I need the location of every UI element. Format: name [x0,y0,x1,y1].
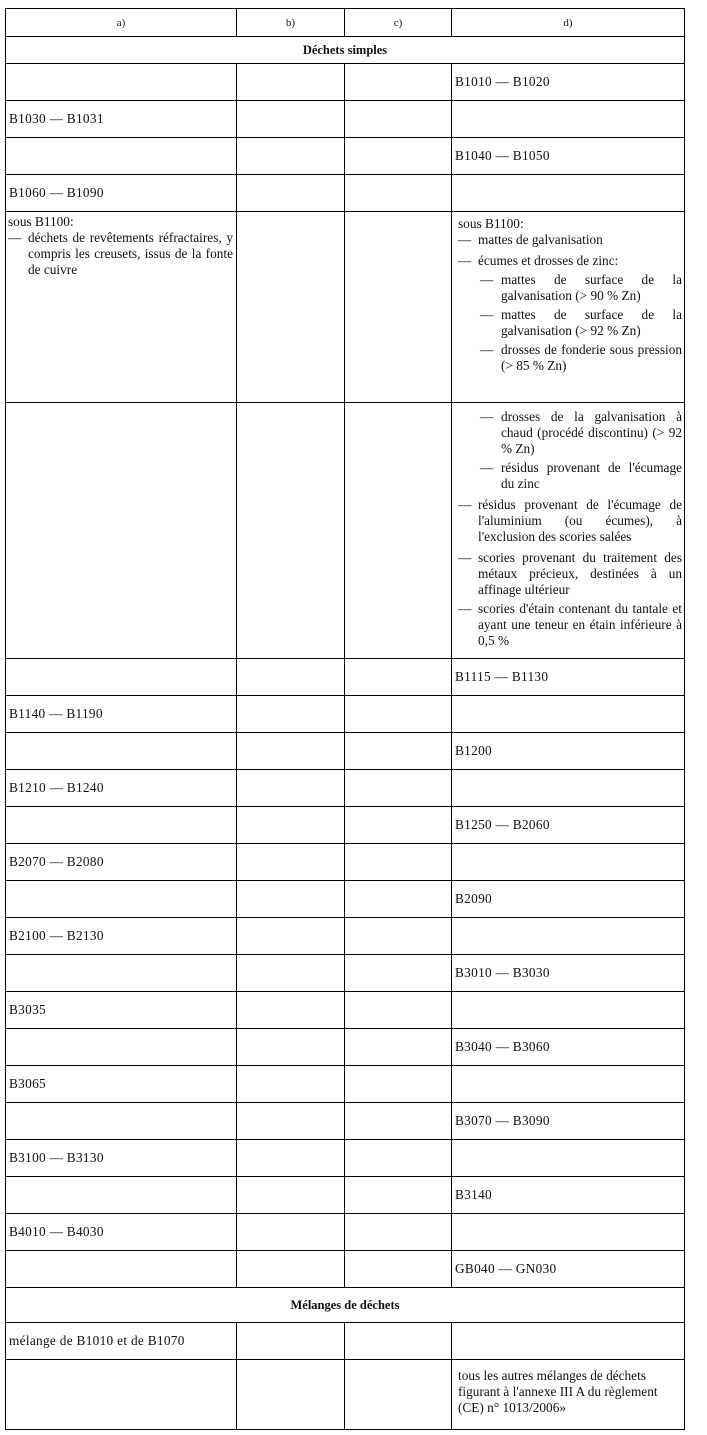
cell-d: B3070 — B3090 [455,1113,550,1128]
b1100-a-item: — déchets de revêtements réfractaires, y compris les creusets, issus de la fonte de cuivre [8,230,233,278]
table-row [6,881,685,918]
table-row [6,659,685,696]
table-row [6,1251,685,1288]
table-row [6,696,685,733]
table-row [6,64,685,101]
cell-a: B1030 — B1031 [9,111,104,126]
table-row [6,1177,685,1214]
b1100-d-item: — scories provenant du traitement des métaux précieux, destinées à un affinage ultérieur [458,550,682,598]
cell-d: B3010 — B3030 [455,965,550,980]
col-header-c: c) [345,9,452,37]
cell-a: B1210 — B1240 [9,780,104,795]
table-row [6,138,685,175]
cell-a: B2070 — B2080 [9,854,104,869]
cell-d: B3040 — B3060 [455,1039,550,1054]
b1100-d-subitem: — mattes de surface de la galvanisation (> 92 % Zn) [458,307,682,339]
table-row [6,1323,685,1360]
cell-d: GB040 — GN030 [455,1261,557,1276]
table-row [6,807,685,844]
cell-a: B4010 — B4030 [9,1224,104,1239]
cell-d: B1200 [455,743,492,758]
cell-d: B1040 — B1050 [455,148,550,163]
cell-a: B2100 — B2130 [9,928,104,943]
table-row [6,918,685,955]
b1100-d-subitem: — résidus provenant de l'écumage du zinc [458,460,682,492]
table-row [6,1140,685,1177]
table-row-mixtures-other [6,1360,685,1430]
section-title: Mélanges de déchets [6,1288,685,1323]
section-row-single [6,37,685,64]
cell-a: B3035 [9,1002,46,1017]
cell-d: B2090 [455,891,492,906]
table-row [6,1029,685,1066]
cell-a: B3100 — B3130 [9,1150,104,1165]
cell-a: B3065 [9,1076,46,1091]
table-row [6,1066,685,1103]
b1100-d-item: — écumes et drosses de zinc: [458,253,682,269]
table-row [6,955,685,992]
table-row-b1100-part1 [6,212,685,403]
table-row [6,1103,685,1140]
cell-a: B1140 — B1190 [9,706,103,721]
table-row [6,1214,685,1251]
cell-d: B1250 — B2060 [455,817,550,832]
cell-d: tous les autres mélanges de déchets figurant à l'annexe III A du règlement (CE) n° 1013/2006» [458,1368,658,1415]
b1100-d-subitem: — mattes de surface de la galvanisation (> 90 % Zn) [458,272,682,304]
section-row-mixtures [6,1288,685,1323]
col-header-a: a) [6,9,237,37]
table-row [6,992,685,1029]
table-row [6,733,685,770]
col-header-d: d) [452,9,685,37]
b1100-d-item: — résidus provenant de l'écumage de l'aluminium (ou écumes), à l'exclusion des scories salées [458,497,682,545]
table-row [6,770,685,807]
cell-d: B1010 — B1020 [455,74,550,89]
cell-d: B3140 [455,1187,492,1202]
table-row [6,101,685,138]
b1100-a-title: sous B1100: [8,214,74,229]
cell-d: B1115 — B1130 [455,669,549,684]
b1100-d-subitem: — drosses de fonderie sous pression (> 85 % Zn) [458,342,682,374]
b1100-d-title: sous B1100: [458,216,524,231]
table-row [6,844,685,881]
table-row-b1100-part2 [6,403,685,659]
cell-a: mélange de B1010 et de B1070 [9,1333,185,1348]
cell-a: B1060 — B1090 [9,185,104,200]
col-header-b: b) [237,9,345,37]
waste-table [5,8,685,1430]
section-title: Déchets simples [6,37,685,64]
b1100-d-item: — scories d'étain contenant du tantale et ayant une teneur en étain inférieure à 0,5 % [458,601,682,649]
b1100-d-item: — mattes de galvanisation [458,232,682,248]
table-row [6,175,685,212]
b1100-d-subitem: — drosses de la galvanisation à chaud (procédé discontinu) (> 92 % Zn) [458,409,682,457]
header-row [6,9,685,37]
